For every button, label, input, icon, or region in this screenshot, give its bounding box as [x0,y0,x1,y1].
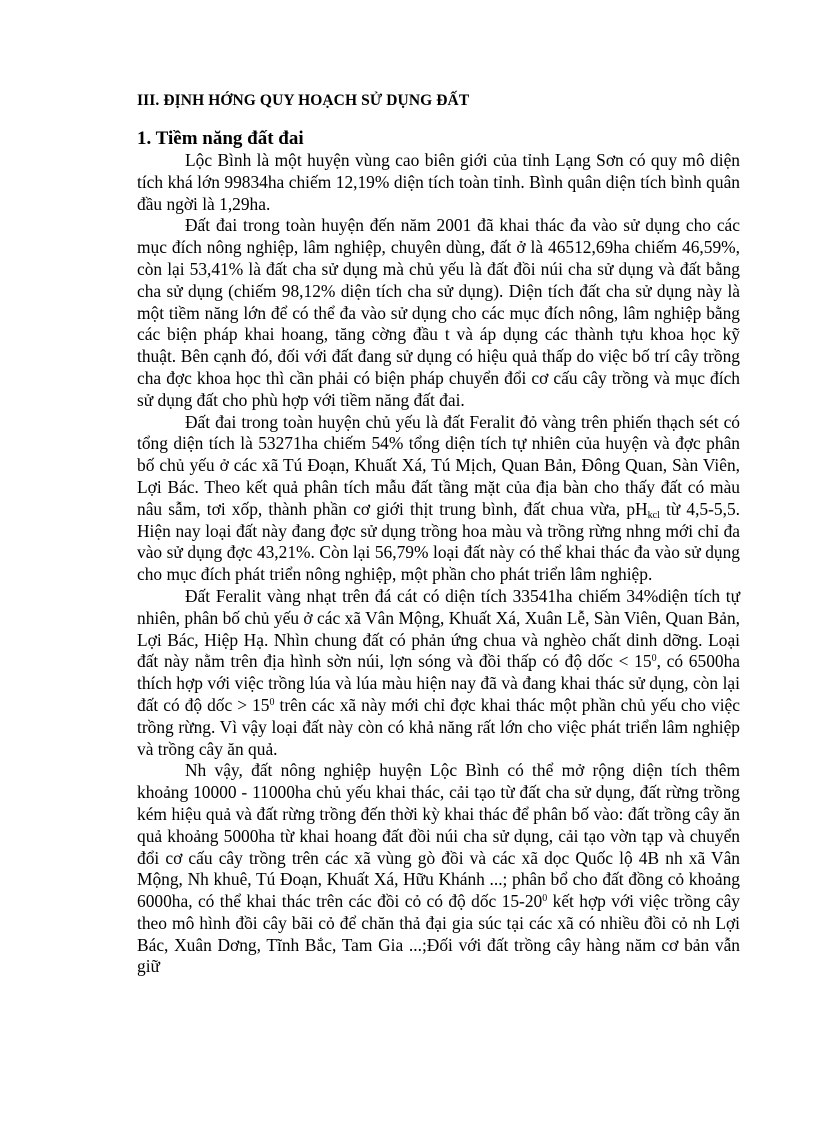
paragraph-5 [137,760,740,978]
subsection-title: 1. Tiềm năng đất đai [137,128,304,149]
paragraph-4 [137,586,740,760]
paragraph-5-text-b: kết hợp với việc trồng cây theo mô hình đồi cây bãi cỏ để chăn thả đại gia súc tại các xã có nhiều đồi cỏ nh Lợi Bác, Xuân Dơng, Tĩnh Bắc, Tam Gia ...;Đối với đất trồng cây hàng năm cơ bản vẫn giữ [137,891,740,977]
kcl-subscript: kcl [647,509,660,521]
paragraph-3-text-b: từ 4,5-5,5. Hiện nay loại đất này đang đợc sử dụng trồng hoa màu và trồng rừng nhng mới chỉ đa vào sử dụng đợc 43,21%. Còn lại 56,79% loại đất này có thể khai thác đa vào sử dụng cho mục đích phát triển nông nghiệp, một phần cho phát triển lâm nghiệp. [137,498,740,585]
degree-superscript: 0 [269,696,275,708]
section-title: III. ĐỊNH HỚNG QUY HOẠCH SỬ DỤNG ĐẤT [137,92,470,109]
degree-superscript: 0 [651,653,657,665]
body-text [137,150,740,978]
paragraph-4-text-c: trên các xã này mới chỉ đợc khai thác một phần chủ yếu cho việc trồng rừng. Vì vậy loại đất này còn có khả năng rất lớn cho việc phát triển lâm nghiệp và trồng cây ăn quả. [137,694,740,759]
paragraph-1: Lộc Bình là một huyện vùng cao biên giới của tỉnh Lạng Sơn có quy mô diện tích khá lớn 99834ha chiếm 12,19% diện tích toàn tỉnh. Bình quân diện tích bình quân đầu ngời là 1,29ha. [137,150,740,214]
paragraph-3-text-a: Đất đai trong toàn huyện chủ yếu là đất Feralit đỏ vàng trên phiến thạch sét có tổng diện tích là 53271ha chiếm 54% tổng diện tích tự nhiên của huyện và đợc phân bố chủ yếu ở các xã Tú Đoạn, Khuất Xá, Tú Mịch, Quan Bản, Đông Quan, Sàn Viên, Lợi Bác. Theo kết quả phân tích mẫu đất tầng mặt của địa bàn cho thấy đất có màu nâu sẫm, tơi xốp, thành phần cơ giới thịt trung bình, đất chua vừa, pH [137,411,740,519]
paragraph-2: Đất đai trong toàn huyện đến năm 2001 đã khai thác đa vào sử dụng cho các mục đích nông nghiệp, lâm nghiệp, chuyên dùng, đất ở là 46512,69ha chiếm 46,59%, còn lại 53,41% là đất cha sử dụng mà chủ yếu là đất đồi núi cha sử dụng và đất bằng cha sử dụng (chiếm 98,12% diện tích cha sử dụng). Diện tích đất cha sử dụng này là một tiềm năng lớn để có thể đa vào sử dụng cho các mục đích nông, lâm nghiệp bằng các biện pháp khai hoang, tăng cờng đầu t và áp dụng các thành tựu khoa học kỹ thuật. Bên cạnh đó, đối với đất đang sử dụng có hiệu quả thấp do việc bố trí cây trồng cha đợc khoa học thì cần phải có biện pháp chuyển đổi cơ cấu cây trồng và mục đích sử dụng đất cho phù hợp với tiềm năng đất đai. [137,215,740,410]
paragraph-4-text-b: , có 6500ha thích hợp với việc trồng lúa và lúa màu hiện nay đã và đang khai thác sử dụng, còn lại đất có độ dốc > 15 [137,651,740,715]
paragraph-3 [137,412,740,586]
paragraph-4-text-a: Đất Feralit vàng nhạt trên đá cát có diện tích 33541ha chiếm 34%diện tích tự nhiên, phân bố chủ yếu ở các xã Vân Mộng, Khuất Xá, Xuân Lễ, Sàn Viên, Quan Bản, Lợi Bác, Hiệp Hạ. Nhìn chung đất có phản ứng chua và nghèo chất dinh dỡng. Loại đất này nằm trên địa hình sờn núi, lợn sóng và đồi thấp có độ dốc < 15 [137,585,740,672]
degree-superscript: 0 [542,893,548,905]
paragraph-5-text-a: Nh vậy, đất nông nghiệp huyện Lộc Bình có thể mở rộng diện tích thêm khoảng 10000 - 11000ha chủ yếu khai thác, cải tạo từ đất cha sử dụng, đất rừng trồng kém hiệu quả và đất rừng trồng đến thời kỳ khai thác để phân bố vào: đất trồng cây ăn quả khoảng 5000ha từ khai hoang đất đồi núi cha sử dụng, cải tạo vờn tạp và chuyển đổi cơ cấu cây trồng trên các xã vùng gò đồi và các xã dọc Quốc lộ 4B nh xã Vân Mộng, Nh khuê, Tú Đoạn, Khuất Xá, Hữu Khánh ...; phân bổ cho đất đồng cỏ khoảng 6000ha, có thể khai thác trên các đồi cỏ có độ dốc 15-20 [137,760,740,912]
